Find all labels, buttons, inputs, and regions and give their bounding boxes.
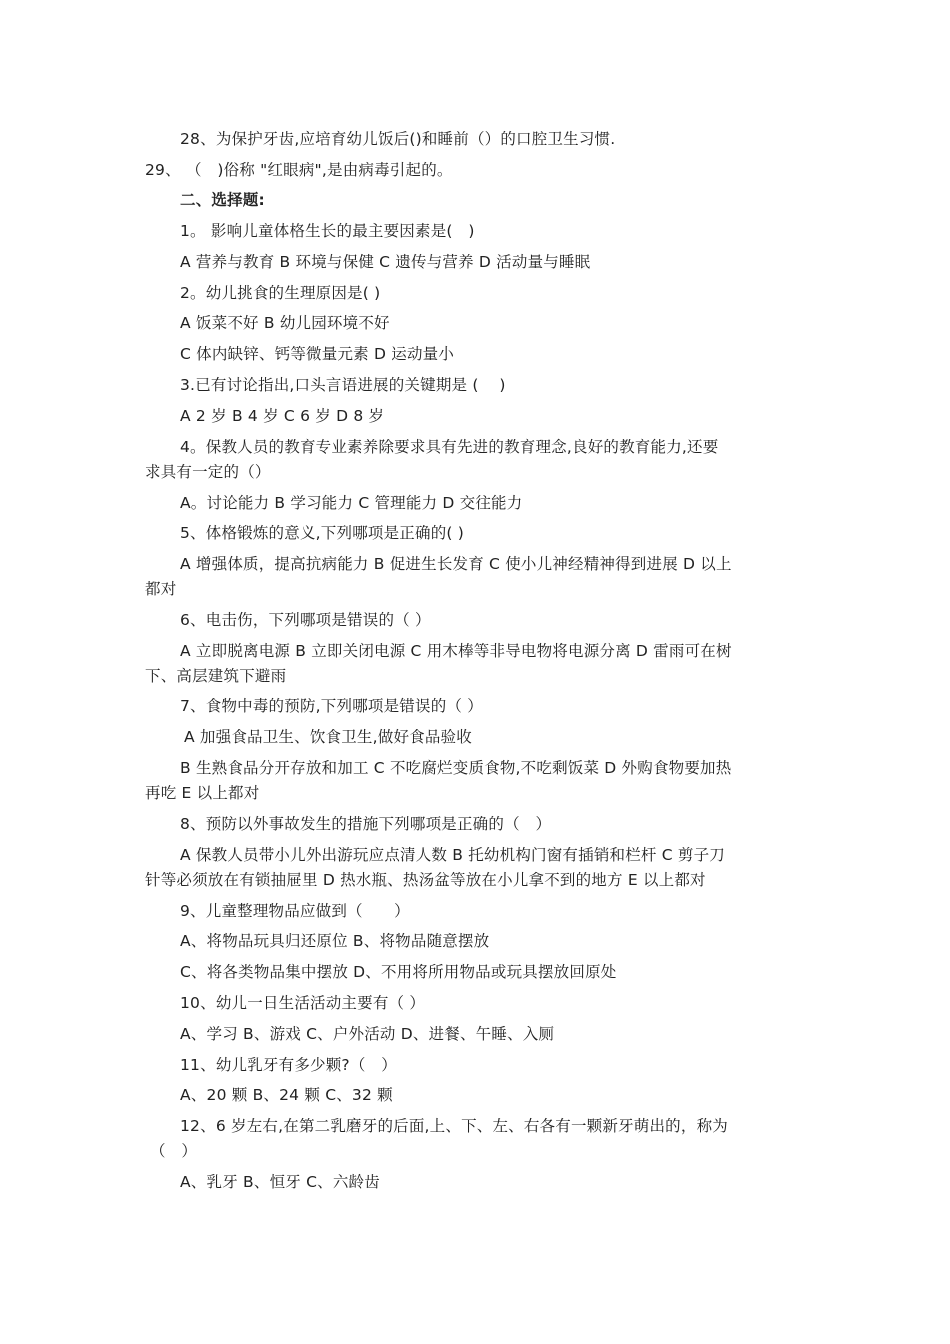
question-28: 28、为保护牙齿,应培育幼儿饭后()和睡前（）的口腔卫生习惯.	[180, 130, 616, 148]
question-4: 4。保教人员的教育专业素养除要求具有先进的教育理念,良好的教育能力,还要	[180, 438, 719, 456]
question-1: 1。 影响儿童体格生长的最主要因素是( )	[180, 222, 475, 240]
question-8-options-cont: 针等必须放在有锁抽屉里 D 热水瓶、热汤盆等放在小儿拿不到的地方 E 以上都对	[145, 871, 706, 889]
question-1-options: A 营养与教育 B 环境与保健 C 遗传与营养 D 活动量与睡眠	[180, 253, 591, 271]
question-5-options: A 增强体质，提高抗病能力 B 促进生长发育 C 使小儿神经精神得到进展 D 以上	[180, 555, 732, 573]
question-11: 11、幼儿乳牙有多少颗?（ ）	[180, 1056, 397, 1074]
question-2-options-cd: C 体内缺锌、钙等微量元素 D 运动量小	[180, 345, 455, 363]
question-7: 7、食物中毒的预防,下列哪项是错误的（ ）	[180, 697, 483, 715]
question-6: 6、电击伤，下列哪项是错误的（ ）	[180, 611, 431, 629]
question-9-options-cd: C、将各类物品集中摆放 D、不用将所用物品或玩具摆放回原处	[180, 963, 617, 981]
question-4-options: A。讨论能力 B 学习能力 C 管理能力 D 交往能力	[180, 494, 523, 512]
question-7-options: B 生熟食品分开存放和加工 C 不吃腐烂变质食物,不吃剩饭菜 D 外购食物要加热	[180, 759, 732, 777]
question-5: 5、体格锻炼的意义,下列哪项是正确的( )	[180, 524, 465, 542]
question-10: 10、幼儿一日生活活动主要有（ ）	[180, 994, 426, 1012]
question-7-options-cont: 再吃 E 以上都对	[145, 784, 260, 802]
question-3: 3.已有讨论指出,口头言语进展的关键期是 ( )	[180, 376, 506, 394]
question-7-option-a: A 加强食品卫生、饮食卫生,做好食品验收	[184, 728, 472, 746]
question-2-options-ab: A 饭菜不好 B 幼儿园环境不好	[180, 314, 390, 332]
question-6-options: A 立即脱离电源 B 立即关闭电源 C 用木棒等非导电物将电源分离 D 雷雨可在树	[180, 642, 732, 660]
question-2: 2。幼儿挑食的生理原因是( )	[180, 284, 381, 302]
question-9: 9、儿童整理物品应做到（ ）	[180, 902, 410, 920]
question-11-options: A、20 颗 B、24 颗 C、32 颗	[180, 1086, 393, 1104]
question-12-options: A、乳牙 B、恒牙 C、六龄齿	[180, 1173, 380, 1191]
question-12: 12、6 岁左右,在第二乳磨牙的后面,上、下、左、右各有一颗新牙萌出的，称为	[180, 1117, 728, 1135]
question-8-options: A 保教人员带小儿外出游玩应点清人数 B 托幼机构门窗有插销和栏杆 C 剪子刀	[180, 846, 725, 864]
question-6-options-cont: 下、高层建筑下避雨	[145, 667, 287, 685]
question-10-options: A、学习 B、游戏 C、户外活动 D、进餐、午睡、入厕	[180, 1025, 555, 1043]
question-5-options-cont: 都对	[145, 580, 177, 598]
question-9-options-ab: A、将物品玩具归还原位 B、将物品随意摆放	[180, 932, 490, 950]
question-12-cont: （ ）	[150, 1142, 198, 1160]
section-heading: 二、选择题:	[180, 191, 265, 209]
question-8: 8、预防以外事故发生的措施下列哪项是正确的（ ）	[180, 815, 552, 833]
question-29: 29、 （ )俗称 "红眼病",是由病毒引起的。	[145, 161, 453, 179]
question-3-options: A 2 岁 B 4 岁 C 6 岁 D 8 岁	[180, 407, 385, 425]
question-4-cont: 求具有一定的（）	[145, 463, 271, 481]
